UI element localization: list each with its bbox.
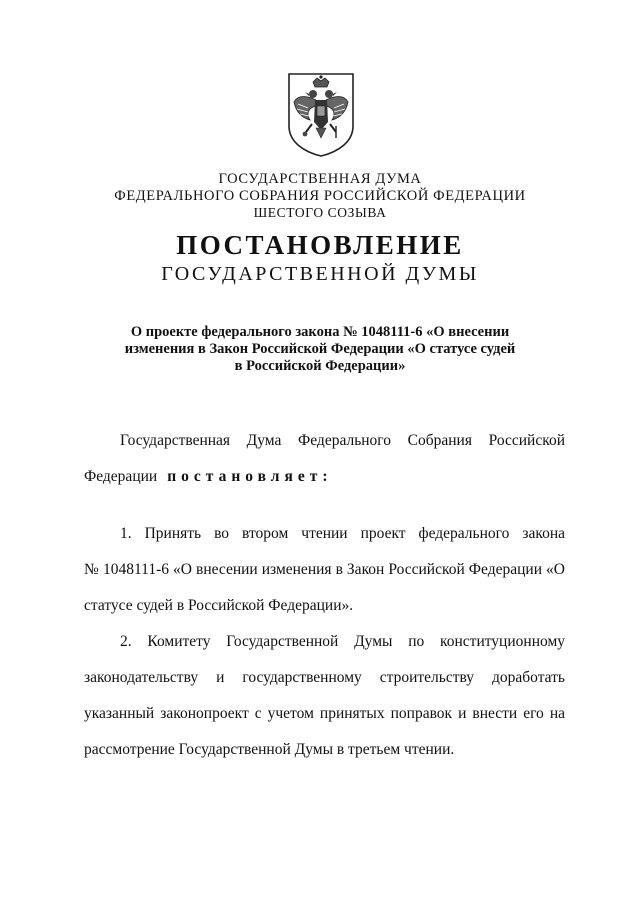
item-2-line-2: законодательству и государственному строительству доработать [84,669,565,686]
russian-coat-of-arms-icon [286,72,356,158]
item-2-line-3: указанный законопроект с учетом принятых поправок и внести его на [84,705,565,722]
subject-line-1: О проекте федерального закона № 1048111-6 «О внесении [130,324,510,340]
preamble-line-2-text: Федерации [84,468,158,485]
org-name-line-2: ФЕДЕРАЛЬНОГО СОБРАНИЯ РОССИЙСКОЙ ФЕДЕРАЦИИ [114,188,526,204]
org-name-line-1: ГОСУДАРСТВЕННАЯ ДУМА [218,171,422,187]
preamble-line-1: Государственная Дума Федерального Собрания Российской [120,432,565,449]
item-1-line-1: 1. Принять во втором чтении проект федерального закона [120,525,565,542]
item-1-line-3: статусе судей в Российской Федерации». [84,597,354,614]
subject-line-3: в Российской Федерации» [234,358,406,374]
item-2-line-4: рассмотрение Государственной Думы в третьем чтении. [84,741,455,758]
item-2-line-1: 2. Комитету Государственной Думы по конституционному [120,633,565,650]
convocation-line: ШЕСТОГО СОЗЫВА [253,205,387,220]
subject-line-2: изменения в Закон Российской Федерации «О статусе судей [124,341,516,357]
decree-word: постановляет: [167,468,333,485]
item-1-line-2: № 1048111-6 «О внесении изменения в Закон Российской Федерации «О [84,561,565,578]
document-issuer-title: ГОСУДАРСТВЕННОЙ ДУМЫ [161,263,479,285]
document-type-title: ПОСТАНОВЛЕНИЕ [176,230,464,260]
preamble-line-2 [84,467,565,487]
